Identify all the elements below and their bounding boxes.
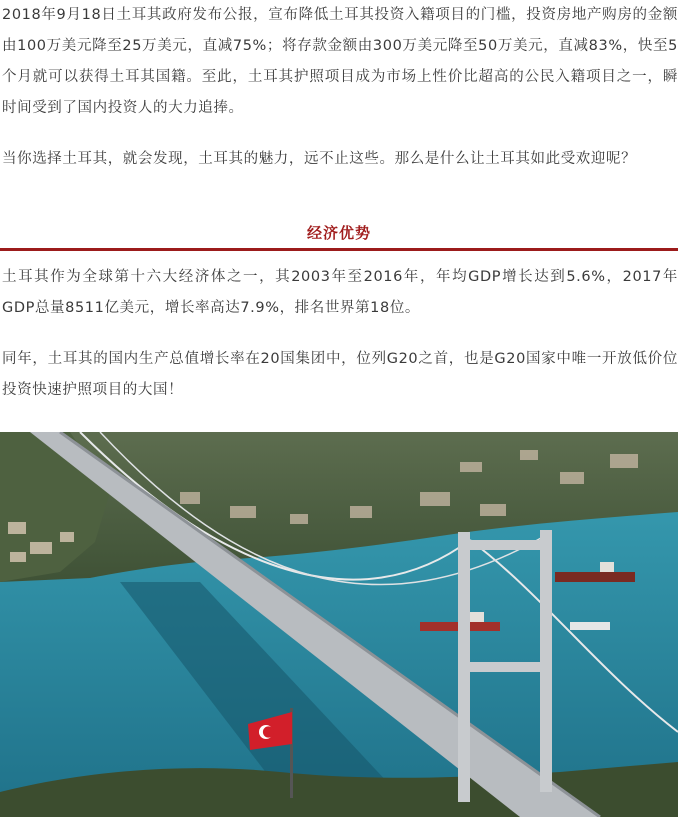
economy-paragraph: 土耳其作为全球第十六大经济体之一，其2003年至2016年，年均GDP增长达到5.6%，2017年GDP总量8511亿美元，增长率高达7.9%，排名世界第18位。 bbox=[2, 269, 678, 316]
section-divider bbox=[0, 248, 678, 251]
section-header bbox=[0, 220, 678, 254]
g20-paragraph: 同年，土耳其的国内生产总值增长率在20国集团中，位列G20之首，也是G20国家中唯一开放低价位投资快速护照项目的大国！ bbox=[2, 351, 678, 398]
tug-boat bbox=[570, 622, 610, 630]
question-paragraph: 当你选择土耳其，就会发现，土耳其的魅力，远不止这些。那么是什么让土耳其如此受欢迎呢？ bbox=[2, 151, 637, 167]
section-title: 经济优势 bbox=[306, 224, 371, 242]
intro-paragraph: 2018年9月18日土耳其政府发布公报，宣布降低土耳其投资入籍项目的门槛，投资房地产购房的金额由100万美元降至25万美元，直减75%；将存款金额由300万美元降至50万美元，直减83%，快至5个月就可以获得土耳其国籍。至此，土耳其护照项目成为市场上性价比超高的公民入籍项目之一，瞬时间受到了国内投资人的大力追捧。 bbox=[2, 7, 678, 116]
bosphorus-bridge-photo bbox=[0, 432, 678, 817]
